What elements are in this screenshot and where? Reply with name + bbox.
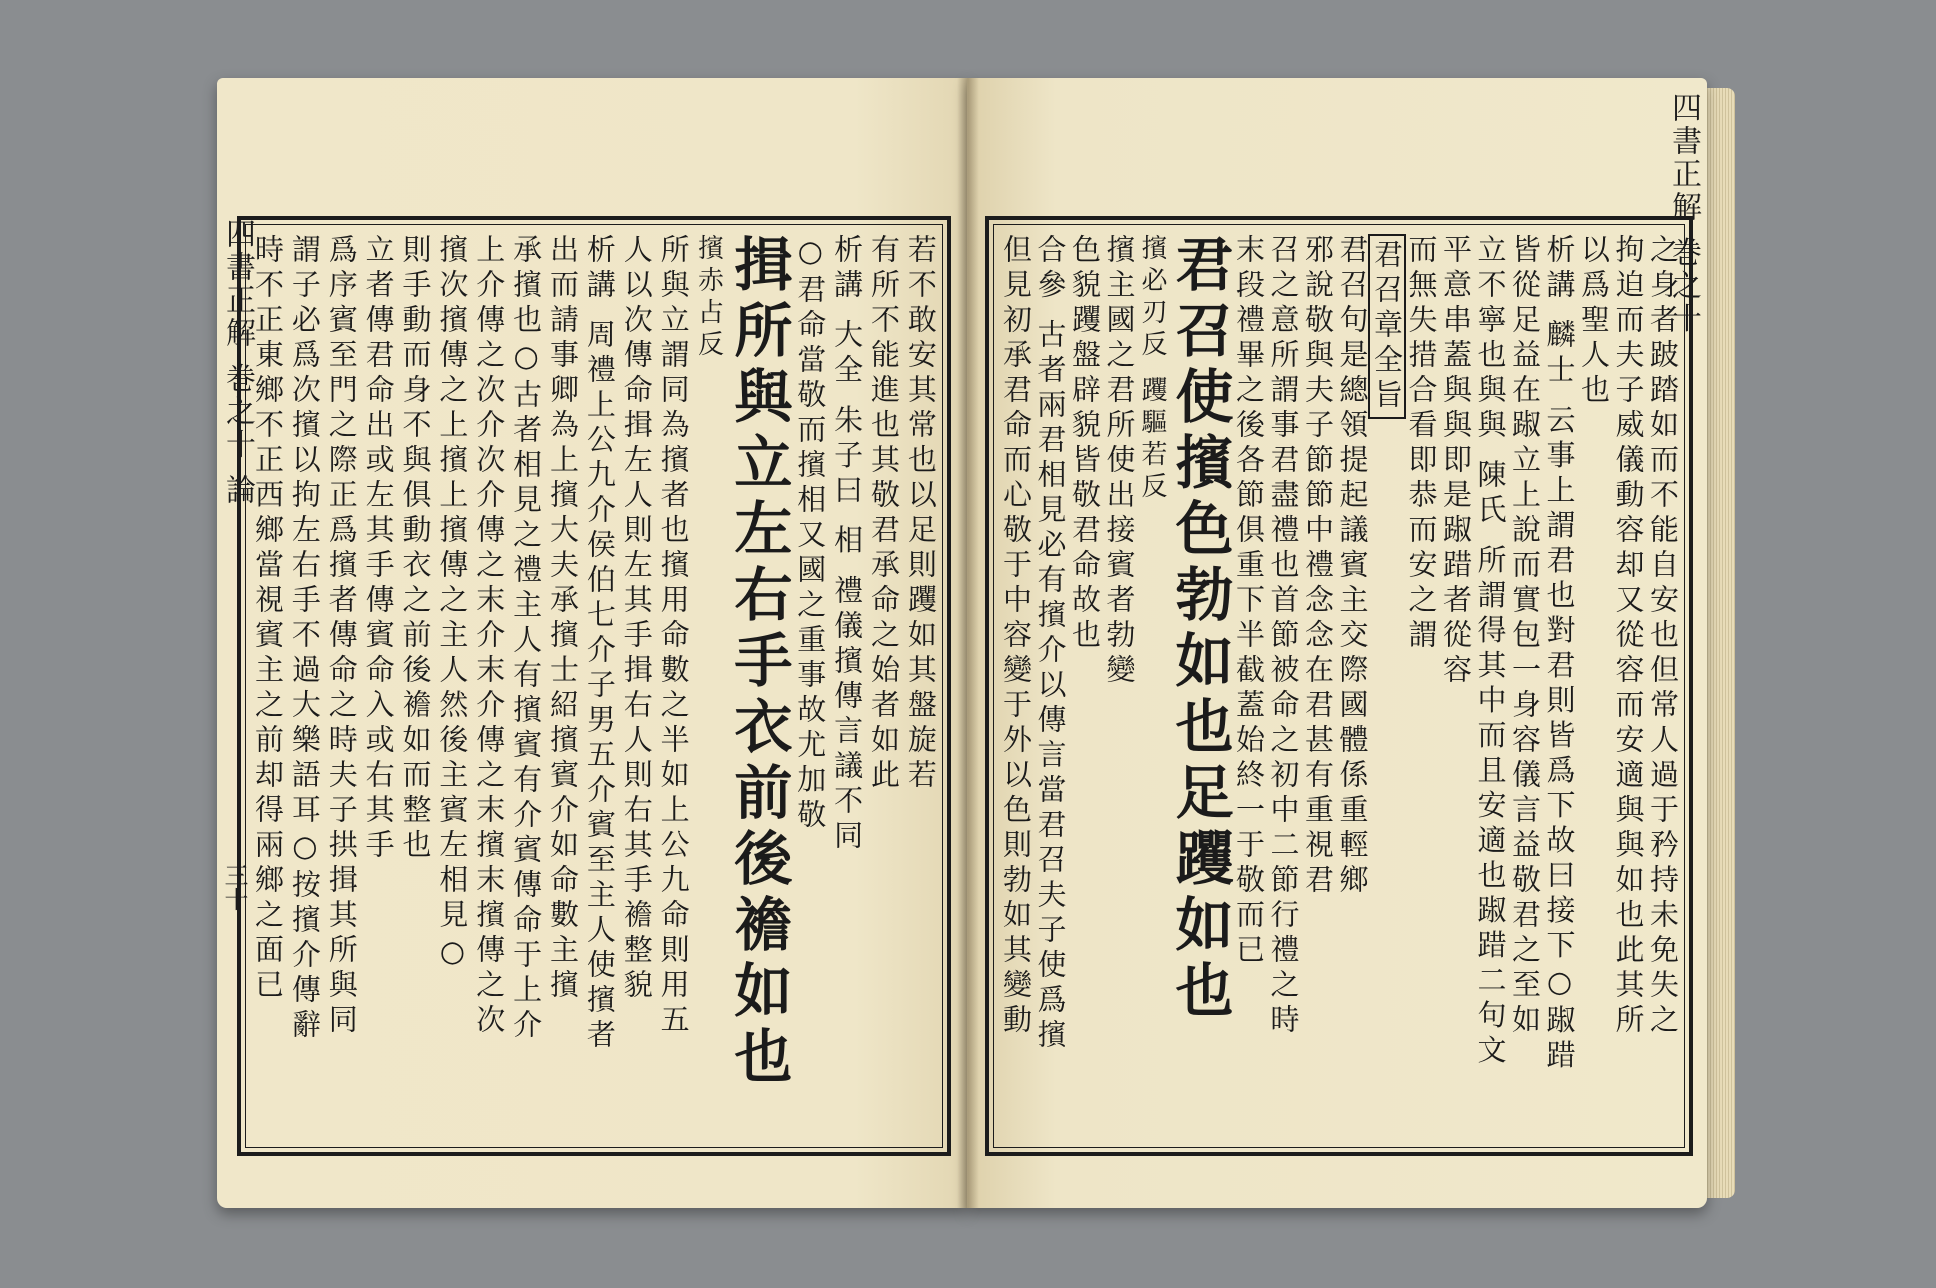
left-column: 時不正東鄉不正西鄉當視賓主之前却得兩鄉之面已 <box>251 234 285 1004</box>
left-column: 謂子必爲次擯以拘左右手不過大樂語耳○按擯介傳辭 <box>287 234 322 1044</box>
book-gutter <box>957 78 979 1208</box>
left-column: 出而請事卿為上擯大夫承擯士紹擯賓介如命數主擯 <box>546 234 580 1004</box>
right-column: 但見初承君命而心敬于中容變于外以色則勃如其變動 <box>999 234 1033 1039</box>
left-margin-tab: 四書正解 巻之十 論 <box>220 218 255 508</box>
left-column: 擯赤占反 <box>693 234 724 362</box>
right-columns <box>999 234 1680 1138</box>
boxed-heading: 君召章全旨 <box>1368 234 1406 419</box>
right-column: 邪說敬與夫子節節中禮念念在君甚有重視君 <box>1301 234 1335 899</box>
right-column: 之身者跛踏如而不能自安也但常人過于矜持未免失之 <box>1646 234 1680 1039</box>
left-column: 上介傳之次介次介傳之末介末介傳之末擯末擯傳之次 <box>472 234 507 1039</box>
right-column: 君召使擯色勃如也足躩如也 <box>1165 234 1234 1026</box>
open-book <box>205 78 1735 1228</box>
left-column: 有所不能進也其敬君承命之始者如此 <box>867 234 901 794</box>
left-column: 承擯也○古者相見之禮主人有擯賓有介賓傳命于上介 <box>509 234 544 1044</box>
left-column: 析講 大全 朱子曰 相 禮儀擯傳言議不同 <box>830 234 865 855</box>
left-column: 若不敢安其常也以足則躩如其盤旋若 <box>903 234 938 794</box>
left-page-number: 三十 <box>220 863 248 911</box>
right-column: 擯必刃反 躩驅若反 <box>1137 234 1167 505</box>
right-text-frame <box>985 216 1693 1156</box>
right-column: 君召句是總領提起議賓主交際國體係重輕鄉 <box>1335 234 1370 899</box>
left-column: 所與立謂同為擯者也擯用命數之半如上公九命則用五 <box>656 234 691 1039</box>
right-column: 召之意所謂事君盡禮也首節被命之初中二節行禮之時 <box>1266 234 1301 1039</box>
left-column: 爲序賓至門之際正爲擯者傳命之時夫子拱揖其所與同 <box>324 234 359 1039</box>
left-column: ○君命當敬而擯相又國之重事故尤加敬 <box>793 234 828 834</box>
page-edges <box>1705 88 1735 1198</box>
right-column: 末段禮畢之後各節俱重下半截蓋始終一于敬而已 <box>1232 234 1266 969</box>
right-column: 以爲聖人也 <box>1577 234 1611 409</box>
right-column: 合參 古者兩君相見必有擯介以傳言當君召夫子使爲擯 <box>1033 234 1068 1055</box>
left-column: 人以次傳命揖左人則左其手揖右人則右其手襜整貌 <box>619 234 654 1004</box>
left-column: 析講 周禮上公九介侯伯七介子男五介賓至主人使擯者 <box>582 234 617 1055</box>
right-column <box>1370 234 1404 1138</box>
right-column: 析講 麟士 云事上謂君也對君則皆爲下故曰接下○踧踖 <box>1542 234 1577 1075</box>
left-page <box>217 78 967 1208</box>
left-text-frame <box>237 216 951 1156</box>
left-column: 則手動而身不與俱動衣之前後襜如而整也 <box>398 234 433 864</box>
left-columns <box>251 234 938 1138</box>
right-column: 立不寧也與與 陳氏 所謂得其中而且安適也踧踖二句文 <box>1473 234 1508 1070</box>
right-column: 而無失措合看即恭而安之謂 <box>1404 234 1439 654</box>
right-column: 擯主國之君所使出接賓者勃變 <box>1102 234 1137 689</box>
left-column: 立者傳君命出或左其手傳賓命入或右其手 <box>361 234 396 864</box>
left-column: 擯次擯傳之上擯上擯傳之主人然後主賓左相見○ <box>435 234 470 974</box>
right-column: 皆從足益在踧立上說而實包一身容儀言益敬君之至如 <box>1508 234 1542 1039</box>
right-margin-tab: 四書正解 巻之十 <box>1666 92 1701 336</box>
right-column: 平意串蓋與與即是踧踖者從容 <box>1439 234 1473 689</box>
right-column: 拘迫而夫子威儀動容却又從容而安適與與如也此其所 <box>1611 234 1646 1039</box>
left-column: 揖所與立左右手衣前後襜如也 <box>724 234 793 1092</box>
right-page <box>967 78 1707 1208</box>
right-column: 色貌躩盤辟貌皆敬君命故也 <box>1068 234 1102 654</box>
